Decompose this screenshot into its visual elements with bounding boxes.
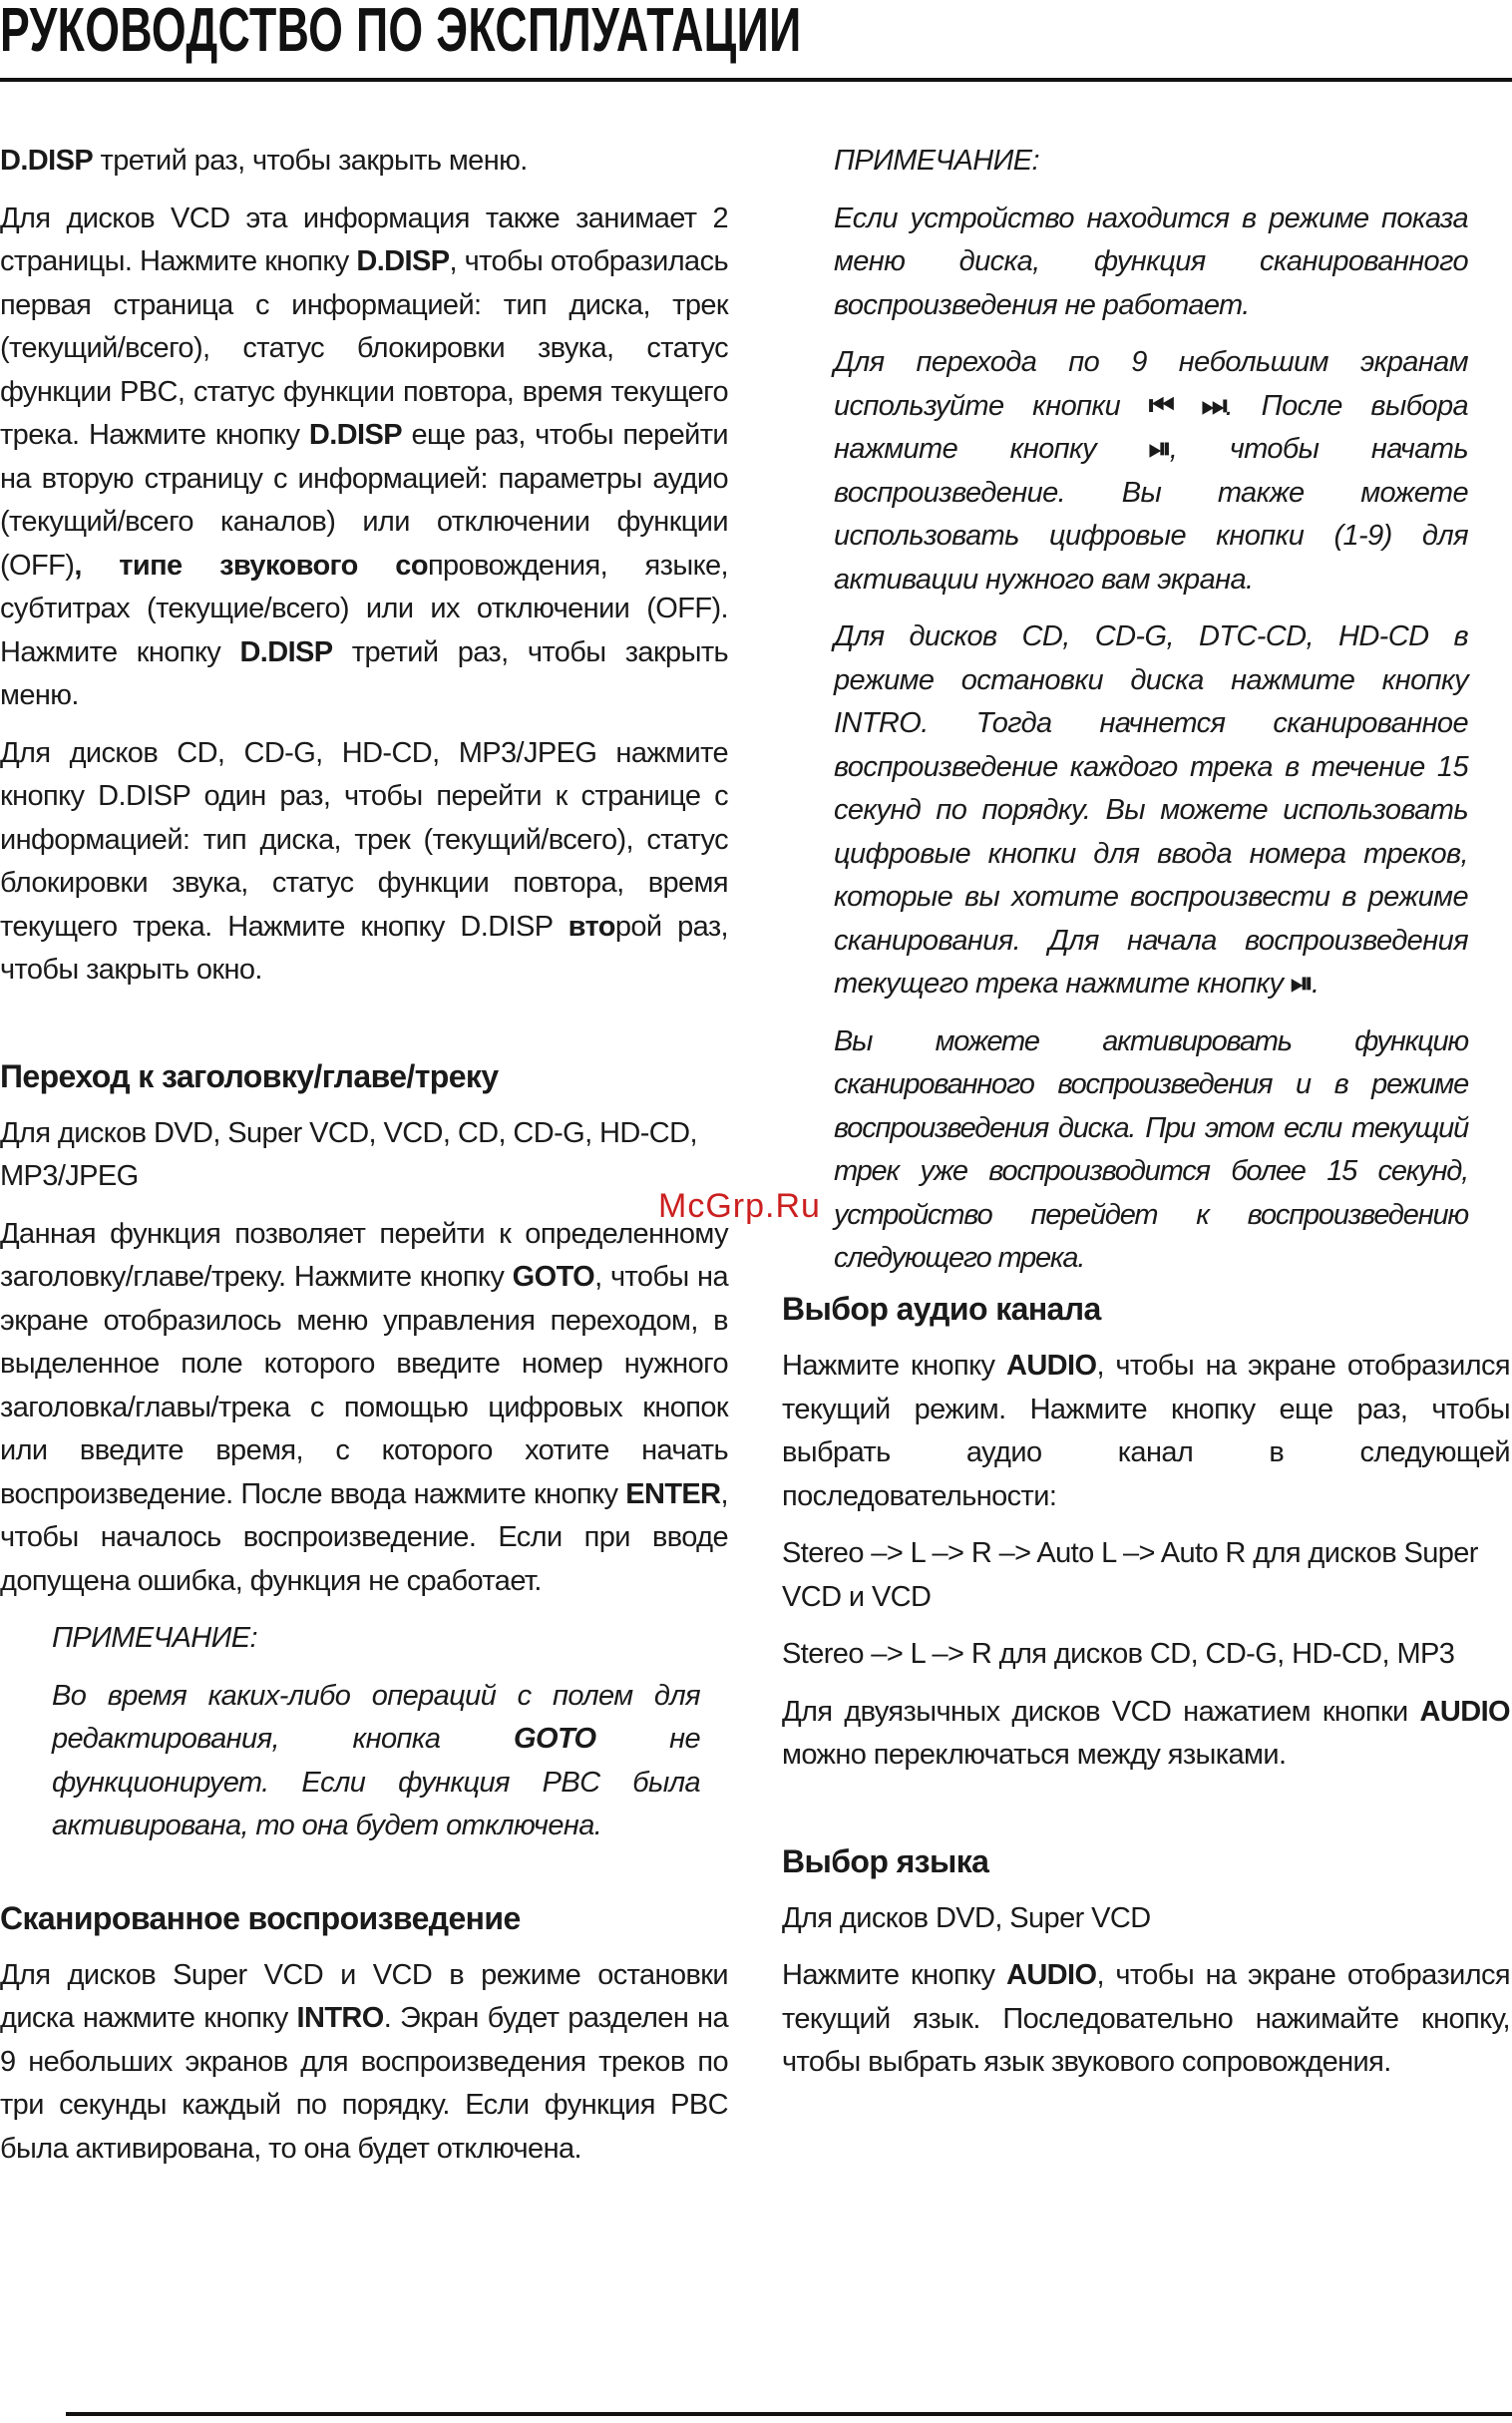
text: , чтобы отобразилась первая страница с информацией: тип диска, трек (текущий/всего), статус блокировки звука, статус функции PBC, статус функции повтора, время текущего трека. Нажмите кнопку	[0, 245, 728, 451]
left-column	[0, 140, 728, 2185]
key-label: INTRO	[296, 2002, 384, 2034]
paragraph-vcd-info	[0, 198, 728, 718]
note-menu-mode: Если устройство находится в режиме показа меню диска, функция сканированного воспроизведения не работает.	[834, 202, 1468, 321]
text: третий раз, чтобы закрыть меню.	[93, 145, 528, 177]
header-divider	[0, 78, 1512, 82]
key-label: D.DISP	[356, 245, 450, 277]
heading-language: Выбор языка	[782, 1842, 989, 1879]
note-cd-intro	[834, 615, 1468, 1007]
paragraph-bilingual	[782, 1691, 1510, 1778]
language-disc-types: Для дисков DVD, Super VCD	[782, 1901, 1151, 1934]
heading-audio-channel: Выбор аудио канала	[782, 1291, 1101, 1327]
text: , чтобы на экране отобразился текущий режим. Нажмите кнопку еще раз, чтобы выбрать аудио канал в следующей последовательности:	[782, 1350, 1510, 1512]
text: еще раз, чтобы перейти на вторую страницу с информацией: параметры аудио (текущий/всего каналов) или отключении функции (OFF)	[0, 419, 728, 582]
text: , чтобы на экране отобразилось меню управления переходом, в выделенное поле которого введите номер нужного заголовка/главы/трека с помощью цифровых кнопок или введите время, с которого хотите начать воспроизведение. После ввода нажмите кнопку	[0, 1261, 728, 1510]
text: , чтобы началось воспроизведение. Если при вводе допущена ошибка, функция не сработает.	[0, 1477, 728, 1597]
play-pause-icon: ⏯	[1148, 433, 1170, 465]
text: рой раз, чтобы закрыть окно.	[0, 910, 728, 986]
text: Для дисков CD, CD-G, HD-CD, MP3/JPEG нажмите кнопку D.DISP один раз, чтобы перейти к странице с информацией: тип диска, трек (текущий/всего), статус блокировки звука, статус функции повтора, время текущего трека. Нажмите кнопку D.DISP	[0, 736, 728, 943]
heading-scan: Сканированное воспроизведение	[0, 1899, 521, 1936]
text: Нажмите кнопку	[782, 1959, 1006, 1991]
text: можно переключаться между языками.	[782, 1739, 1287, 1771]
heading-goto: Переход к заголовку/главе/треку	[0, 1057, 499, 1094]
text: , чтобы начать воспроизведение. Вы также можете использовать цифровые кнопки (1-9) для активации нужного вам экрана.	[834, 433, 1468, 596]
paragraph-audio	[782, 1345, 1510, 1518]
text: провождения, языке, субтитрах (текущие/всего) или их отключении (OFF). Нажмите кнопку	[0, 549, 728, 668]
audio-sequence-cd: Stereo –> L –> R для дисков CD, CD-G, HD-CD, MP3	[782, 1638, 1455, 1670]
text: . Экран будет разделен на 9 небольших экранов для воспроизведения треков по три секунды каждый по порядку. Если функция PBC была активирована, то она будет отключена.	[0, 2002, 728, 2165]
text: , чтобы на экране отобразился текущий язык. Последовательно нажимайте кнопку, чтобы выбрать язык звукового сопровождения.	[782, 1959, 1510, 2078]
paragraph-scan	[0, 1954, 728, 2172]
page-title: РУКОВОДСТВО ПО ЭКСПЛУАТАЦИИ	[0, 0, 802, 65]
text: .	[1312, 968, 1320, 1000]
text: Для дисков Super VCD и VCD в режиме остановки диска нажмите кнопку	[0, 1958, 728, 2034]
spacer	[0, 1862, 728, 1896]
watermark: McGrp.Ru	[658, 1187, 821, 1225]
key-label: D.DISP	[308, 419, 402, 451]
key-label: D.DISP	[239, 635, 333, 668]
key-label: AUDIO	[1419, 1695, 1510, 1728]
play-pause-icon: ⏯	[1290, 968, 1312, 1000]
text: третий раз, чтобы закрыть меню.	[0, 635, 729, 711]
key-label: D.DISP	[0, 145, 94, 177]
text: Для дисков CD, CD-G, DTC-CD, HD-CD в режиме остановки диска нажмите кнопку INTRO. Тогда начнется сканированное воспроизведение каждого трека в течение 15 секунд по порядку. Вы можете использовать цифровые кнопки для ввода номера треков, которые вы хотите воспроизвести в режиме сканирования. Для начала воспроизведения текущего трека нажмите кнопку	[834, 620, 1468, 1000]
audio-sequence-vcd: Stereo –> L –> R –> Auto L –> Auto R для дисков Super VCD и VCD	[782, 1537, 1478, 1613]
paragraph-cd-info	[0, 732, 728, 993]
note-label: ПРИМЕЧАНИЕ:	[834, 145, 1039, 177]
next-track-icon: ⏭	[1201, 389, 1226, 422]
paragraph-goto	[0, 1213, 728, 1604]
key-label: ENTER	[625, 1477, 721, 1510]
footer-divider	[66, 2412, 1512, 2416]
right-lower-column	[782, 1287, 1510, 2099]
goto-disc-types: Для дисков DVD, Super VCD, VCD, CD, CD-G, HD-CD, MP3/JPEG	[0, 1116, 697, 1192]
bold-text: , типе звукового со	[74, 549, 428, 582]
paragraph-ddisp-close	[0, 140, 728, 184]
paragraph-language	[782, 1954, 1510, 2085]
note-goto	[52, 1617, 700, 1848]
key-label: GOTO	[514, 1723, 596, 1755]
spacer	[0, 1007, 728, 1054]
note-goto-text	[52, 1675, 700, 1848]
bold-text: вто	[567, 910, 615, 943]
text: Данная функция позволяет перейти к определенному заголовку/главе/треку. Нажмите кнопку	[0, 1217, 728, 1293]
text: . После выбора нажмите кнопку	[834, 389, 1469, 465]
note-label: ПРИМЕЧАНИЕ:	[52, 1622, 257, 1654]
note-scan-during-play: Вы можете активировать функцию сканированного воспроизведения и в режиме воспроизведения диска. При этом если текущий трек уже воспроизводится более 15 секунд, устройство перейдет к воспроизведению следующего трека.	[834, 1024, 1468, 1274]
text: Нажмите кнопку	[782, 1350, 1006, 1382]
text: Для двуязычных дисков VCD нажатием кнопки	[782, 1695, 1420, 1728]
note-navigation	[834, 341, 1468, 602]
key-label: AUDIO	[1005, 1350, 1097, 1382]
text: не функционирует. Если функция PBC была активирована, то она будет отключена.	[52, 1723, 700, 1841]
text: Для перехода по 9 небольшим экранам используйте кнопки	[834, 346, 1468, 422]
right-note-block	[834, 140, 1468, 1295]
page-header	[0, 0, 1512, 82]
spacer	[782, 1792, 1510, 1839]
previous-track-icon: ⏮	[1148, 389, 1173, 422]
key-label: AUDIO	[1005, 1959, 1097, 1991]
text: Для дисков VCD эта информация также занимает 2 страницы. Нажмите кнопку	[0, 202, 728, 277]
key-label: GOTO	[512, 1261, 595, 1293]
text: Во время каких-либо операций с полем для редактирования, кнопка	[52, 1679, 700, 1755]
